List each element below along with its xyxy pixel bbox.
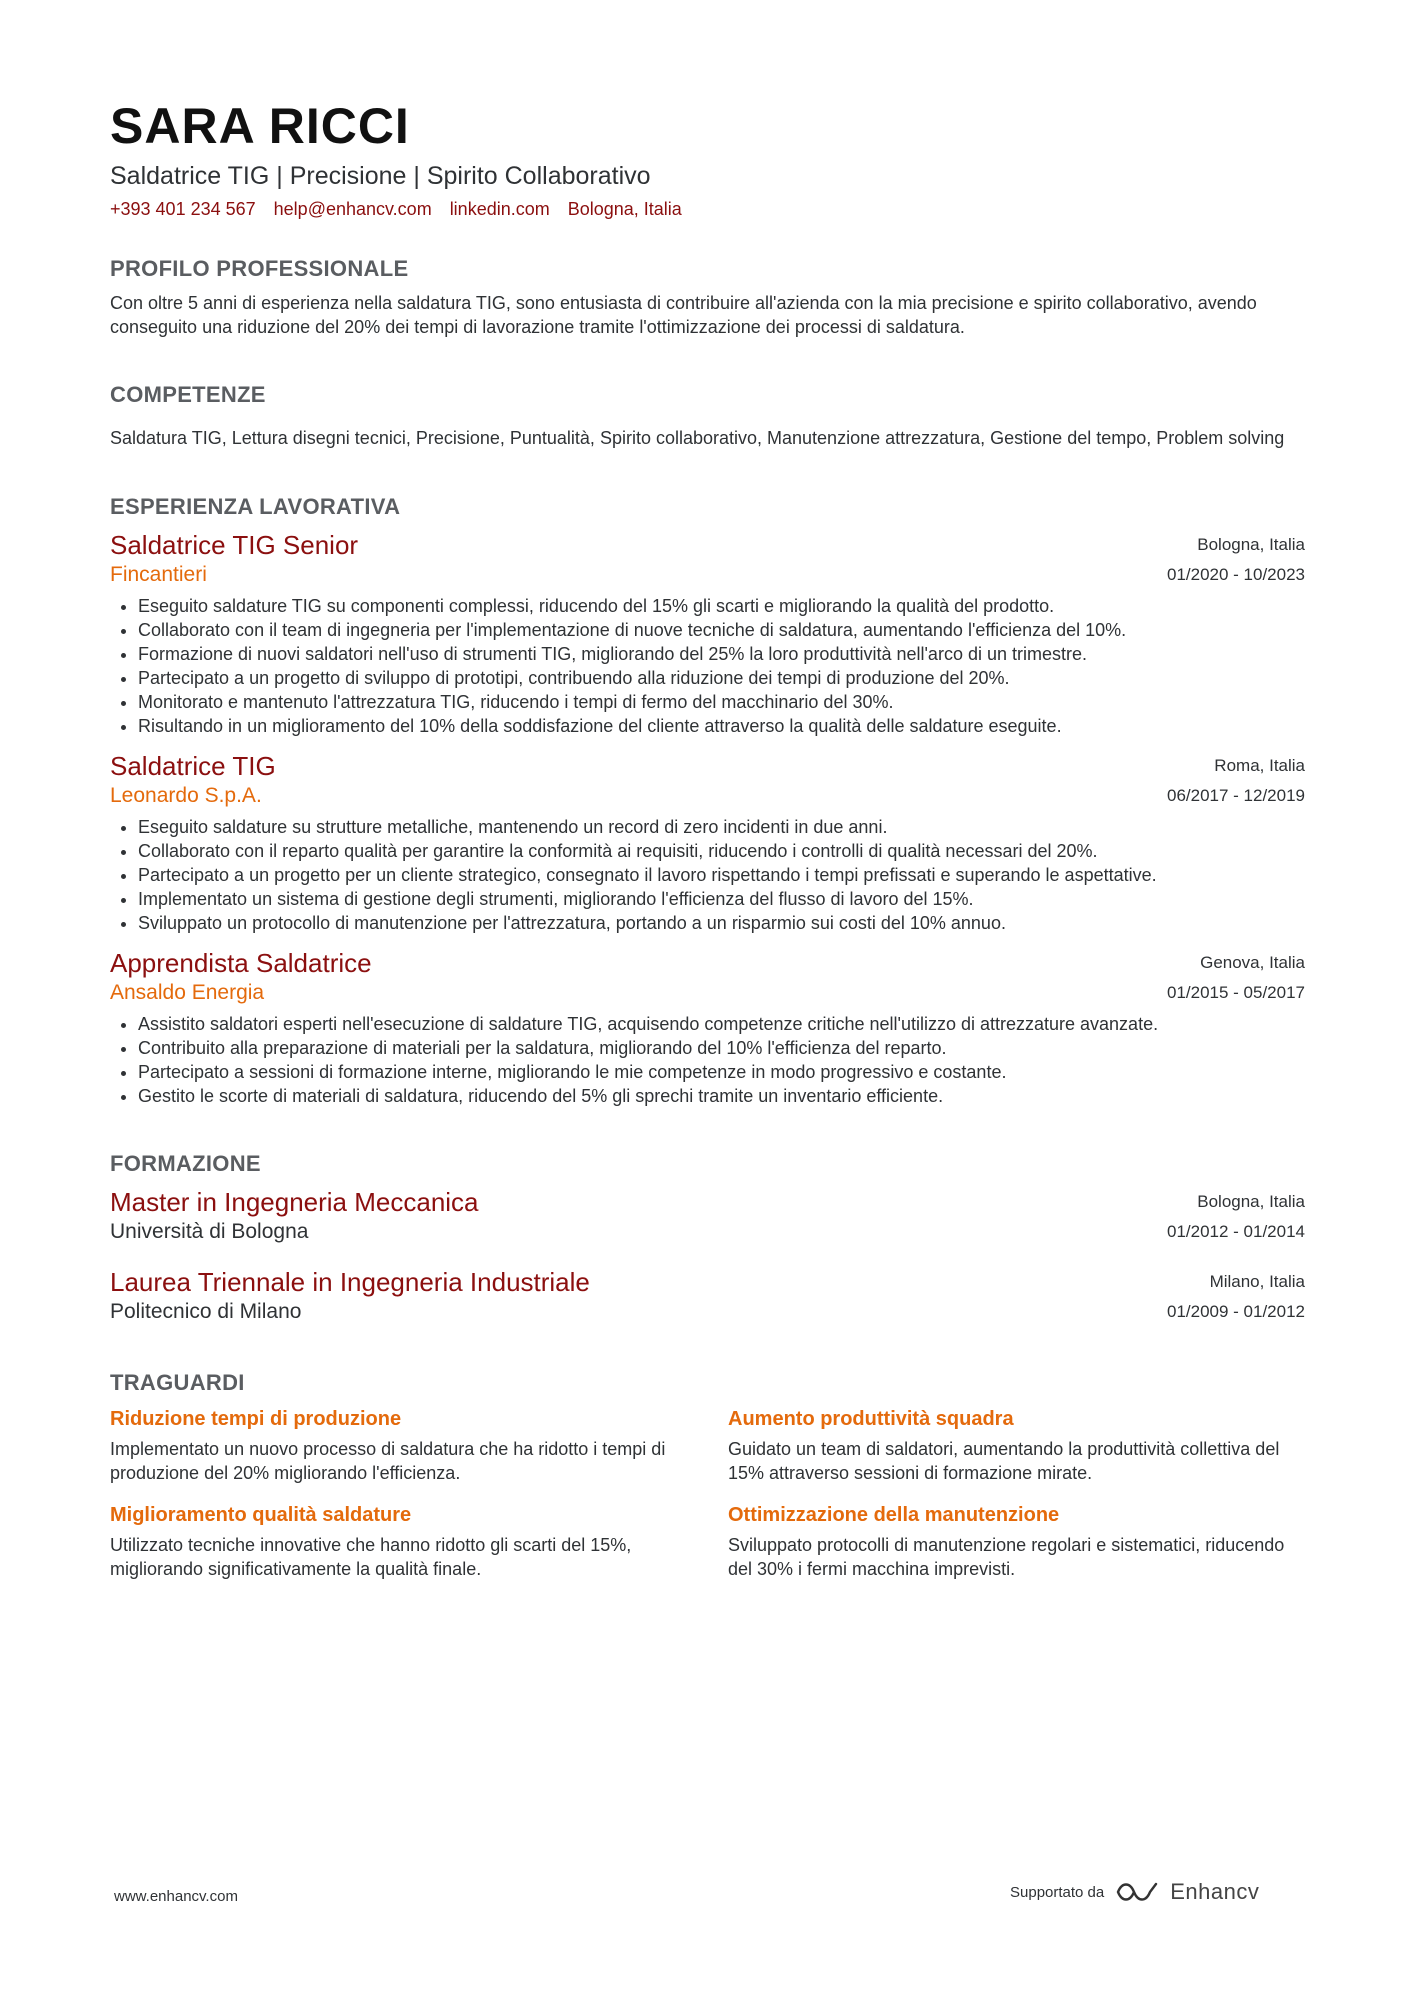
education-section-title: FORMAZIONE (110, 1151, 261, 1176)
tagline: Saldatrice TIG | Precisione | Spirito Collaborativo (110, 162, 651, 190)
job-dates: 01/2020 - 10/2023 (1166, 565, 1305, 584)
job-bullets (110, 1012, 1305, 1108)
footer-website[interactable]: www.enhancv.com (114, 1888, 238, 1905)
powered-by-label: Supportato da (1010, 1883, 1105, 1901)
achievement-item (110, 1405, 728, 1485)
achievement-title: Riduzione tempi di produzione (110, 1408, 402, 1430)
job-dates: 01/2015 - 05/2017 (1166, 983, 1305, 1002)
achievement-item (728, 1405, 1305, 1485)
education-meta (1167, 1266, 1305, 1327)
enhancv-logo-icon (1114, 1880, 1160, 1904)
job-bullet: • Formazione di nuovi saldatori nell'uso di strumenti TIG, migliorando del 25% la loro produttività nell'arco di un trimestre. (138, 642, 1305, 666)
job-entry (110, 947, 1305, 1108)
brand-name: Enhancv (1170, 1879, 1260, 1904)
achievements-grid (110, 1405, 1305, 1581)
resume-header (110, 96, 1305, 222)
achievement-text: Sviluppato protocolli di manutenzione regolari e sistematici, riducendo del 30% i fermi macchina imprevisti. (728, 1535, 1285, 1579)
education-dates: 01/2012 - 01/2014 (1166, 1222, 1305, 1241)
skills-text: Saldatura TIG, Lettura disegni tecnici, Precisione, Puntualità, Spirito collaborativo, Manutenzione attrezzatura, Gestione del tempo, Problem solving (110, 428, 1285, 448)
job-meta (1167, 947, 1305, 1008)
job-bullets (110, 815, 1305, 935)
achievements-section-title: TRAGUARDI (110, 1370, 245, 1395)
achievement-title: Aumento produttività squadra (728, 1408, 1014, 1430)
achievement-title: Ottimizzazione della manutenzione (728, 1504, 1060, 1526)
job-bullet: • Collaborato con il team di ingegneria per l'implementazione di nuove tecniche di saldatura, aumentando l'efficienza del 10%. (138, 618, 1305, 642)
job-bullets (110, 594, 1305, 738)
experience-section (110, 493, 1305, 1108)
job-bullet: • Partecipato a sessioni di formazione interne, migliorando le mie competenze in modo progressivo e costante. (138, 1060, 1305, 1084)
education-title-block (110, 1186, 479, 1246)
job-entry-header (110, 529, 1305, 590)
education-school: Politecnico di Milano (110, 1300, 302, 1323)
job-company: Ansaldo Energia (110, 981, 265, 1004)
job-meta (1167, 750, 1305, 811)
linkedin-contact[interactable]: linkedin.com (449, 199, 550, 219)
education-degree: Master in Ingegneria Meccanica (110, 1187, 479, 1217)
job-title-block (110, 947, 372, 1007)
job-entry (110, 750, 1305, 935)
profile-section-title: PROFILO PROFESSIONALE (110, 256, 409, 281)
education-meta (1167, 1186, 1305, 1247)
job-company: Fincantieri (110, 563, 207, 586)
job-bullet: • Risultando in un miglioramento del 10% della soddisfazione del cliente attraverso la qualità delle saldature eseguite. (138, 714, 1305, 738)
phone-contact[interactable]: +393 401 234 567 (110, 199, 256, 219)
job-bullet: • Partecipato a un progetto di sviluppo di prototipi, contribuendo alla riduzione dei tempi di produzione del 20%. (138, 666, 1305, 690)
job-entry-header (110, 947, 1305, 1008)
achievement-item (728, 1501, 1305, 1581)
profile-text: Con oltre 5 anni di esperienza nella saldatura TIG, sono entusiasta di contribuire all'azienda con la mia precisione e spirito collaborativo, avendo conseguito una riduzione del 20% dei tempi di lavorazione tramite l'ottimizzazione dei processi di saldatura. (110, 293, 1257, 337)
education-entry-header (110, 1186, 1305, 1247)
achievement-text: Utilizzato tecniche innovative che hanno ridotto gli scarti del 15%, migliorando significativamente la qualità finale. (110, 1535, 632, 1579)
job-bullet: • Monitorato e mantenuto l'attrezzatura TIG, riducendo i tempi di fermo del macchinario del 30%. (138, 690, 1305, 714)
achievement-title: Miglioramento qualità saldature (110, 1504, 412, 1526)
footer-branding (1010, 1879, 1259, 1905)
job-title-block (110, 750, 276, 810)
job-bullet: • Partecipato a un progetto per un cliente strategico, consegnato il lavoro rispettando i tempi prefissati e superando le aspettative. (138, 863, 1305, 887)
job-bullet: • Contribuito alla preparazione di materiali per la saldatura, migliorando del 10% l'efficienza del reparto. (138, 1036, 1305, 1060)
contact-info (110, 196, 1305, 222)
job-location: Roma, Italia (1214, 756, 1305, 775)
job-bullet: • Assistito saldatori esperti nell'esecuzione di saldature TIG, acquisendo competenze critiche nell'utilizzo di attrezzature avanzate. (138, 1012, 1305, 1036)
education-entry (110, 1186, 1305, 1247)
job-entry (110, 529, 1305, 738)
job-entry-header (110, 750, 1305, 811)
enhancv-logo-icon-svg (1114, 1880, 1160, 1904)
education-location: Milano, Italia (1209, 1272, 1305, 1291)
job-bullet: • Implementato un sistema di gestione degli strumenti, migliorando l'efficienza del flusso di lavoro del 15%. (138, 887, 1305, 911)
job-role: Apprendista Saldatrice (110, 948, 372, 978)
job-role: Saldatrice TIG Senior (110, 530, 359, 560)
job-bullet: • Sviluppato un protocollo di manutenzione per l'attrezzatura, portando a un risparmio sui costi del 10% annuo. (138, 911, 1305, 935)
location-contact: Bologna, Italia (567, 199, 682, 219)
achievements-section (110, 1369, 1305, 1581)
job-company: Leonardo S.p.A. (110, 784, 262, 807)
job-role: Saldatrice TIG (110, 751, 276, 781)
achievement-text: Implementato un nuovo processo di saldatura che ha ridotto i tempi di produzione del 20% migliorando l'efficienza. (110, 1439, 666, 1483)
education-title-block (110, 1266, 590, 1326)
job-bullet: • Collaborato con il reparto qualità per garantire la conformità ai requisiti, riducendo i controlli di qualità necessari del 20%. (138, 839, 1305, 863)
candidate-name: SARA RICCI (110, 98, 410, 154)
email-contact[interactable]: help@enhancv.com (273, 199, 432, 219)
education-entry-header (110, 1266, 1305, 1327)
job-bullet: • Gestito le scorte di materiali di saldatura, riducendo del 5% gli sprechi tramite un inventario efficiente. (138, 1084, 1305, 1108)
job-bullet: • Eseguito saldature TIG su componenti complessi, riducendo del 15% gli scarti e migliorando la qualità del prodotto. (138, 594, 1305, 618)
job-bullet: • Eseguito saldature su strutture metalliche, mantenendo un record di zero incidenti in due anni. (138, 815, 1305, 839)
experience-section-title: ESPERIENZA LAVORATIVA (110, 494, 401, 519)
education-location: Bologna, Italia (1197, 1192, 1305, 1211)
education-dates: 01/2009 - 01/2012 (1166, 1302, 1305, 1321)
skills-section-title: COMPETENZE (110, 382, 266, 407)
education-degree: Laurea Triennale in Ingegneria Industriale (110, 1267, 590, 1297)
resume-page (110, 96, 1305, 1581)
achievement-item (110, 1501, 728, 1581)
job-title-block (110, 529, 358, 589)
education-section (110, 1150, 1305, 1327)
achievement-text: Guidato un team di saldatori, aumentando la produttività collettiva del 15% attraverso sessioni di formazione mirate. (728, 1439, 1280, 1483)
job-meta (1167, 529, 1305, 590)
job-location: Bologna, Italia (1197, 535, 1305, 554)
skills-section (110, 381, 1305, 450)
job-dates: 06/2017 - 12/2019 (1166, 786, 1305, 805)
education-school: Università di Bologna (110, 1220, 309, 1243)
profile-section (110, 255, 1305, 339)
education-entry (110, 1266, 1305, 1327)
job-location: Genova, Italia (1200, 953, 1305, 972)
